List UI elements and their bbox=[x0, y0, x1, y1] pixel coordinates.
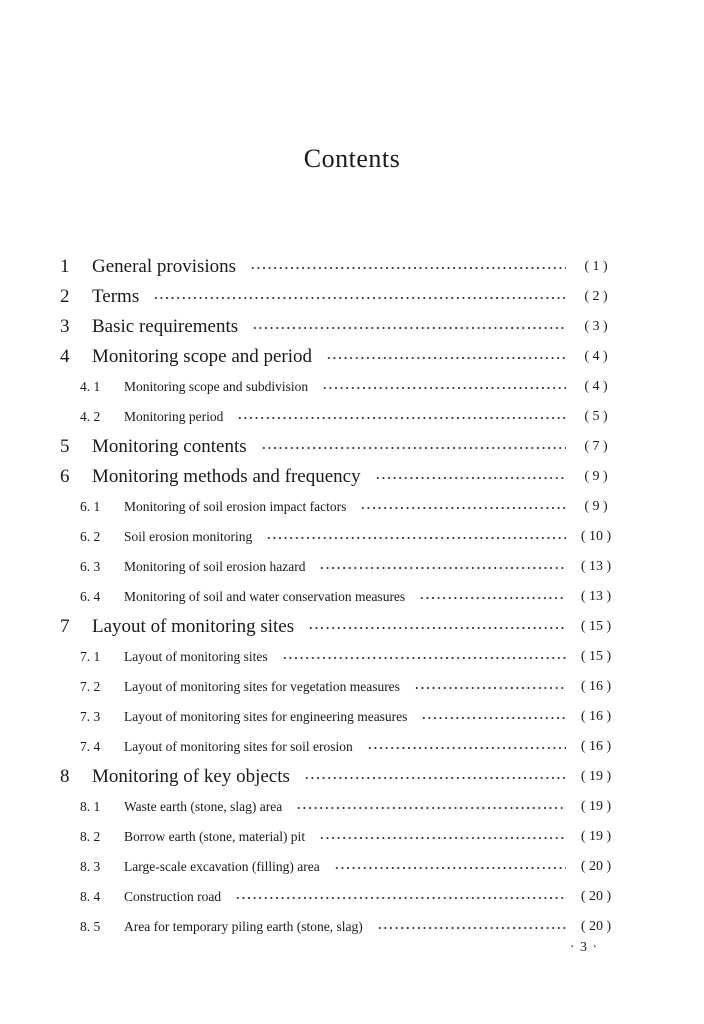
entry-page: ( 4 ) bbox=[584, 379, 608, 394]
page-title: Contents bbox=[303, 144, 401, 173]
entry-title: Soil erosion monitoring bbox=[124, 529, 253, 544]
dot-leader bbox=[421, 715, 566, 721]
dot-leader bbox=[282, 655, 566, 661]
entry-number: 7. 4 bbox=[80, 739, 101, 754]
entry-number: 8. 4 bbox=[80, 889, 101, 904]
entry-title: Borrow earth (stone, material) pit bbox=[124, 829, 306, 844]
entry-page: ( 3 ) bbox=[584, 319, 608, 334]
entry-page: ( 13 ) bbox=[580, 589, 612, 604]
dot-leader bbox=[419, 595, 566, 601]
entry-number: 4. 1 bbox=[80, 379, 101, 394]
dot-leader bbox=[304, 775, 566, 781]
toc-section-entry[interactable] bbox=[0, 402, 704, 432]
toc-chapter-entry[interactable] bbox=[0, 252, 704, 282]
toc-chapter-entry[interactable] bbox=[0, 462, 704, 492]
dot-leader bbox=[326, 355, 566, 361]
entry-number: 8. 1 bbox=[80, 799, 101, 814]
entry-title: Terms bbox=[92, 286, 140, 307]
dot-leader bbox=[334, 865, 566, 871]
dot-leader bbox=[296, 805, 566, 811]
entry-title: Waste earth (stone, slag) area bbox=[124, 799, 283, 814]
toc-section-entry[interactable] bbox=[0, 852, 704, 882]
dot-leader bbox=[252, 325, 566, 331]
toc-section-entry[interactable] bbox=[0, 522, 704, 552]
toc-section-entry[interactable] bbox=[0, 882, 704, 912]
entry-title: Monitoring period bbox=[124, 409, 224, 424]
entry-title: Area for temporary piling earth (stone, slag) bbox=[124, 919, 363, 934]
entry-page: ( 20 ) bbox=[580, 889, 612, 904]
entry-page: ( 1 ) bbox=[584, 259, 608, 274]
dot-leader bbox=[360, 505, 566, 511]
entry-number: 6 bbox=[60, 466, 70, 487]
entry-number: 8. 2 bbox=[80, 829, 101, 844]
entry-number: 6. 2 bbox=[80, 529, 101, 544]
entry-title: Layout of monitoring sites for soil erosion bbox=[124, 739, 353, 754]
entry-number: 4 bbox=[60, 346, 70, 367]
entry-title: Basic requirements bbox=[92, 316, 239, 337]
toc-section-entry[interactable] bbox=[0, 492, 704, 522]
toc-section-entry[interactable] bbox=[0, 642, 704, 672]
entry-title: Layout of monitoring sites for engineering measures bbox=[124, 709, 408, 724]
dot-leader bbox=[322, 385, 566, 391]
dot-leader bbox=[377, 925, 566, 931]
entry-page: ( 15 ) bbox=[580, 649, 612, 664]
page-number: · 3 · bbox=[569, 940, 599, 955]
entry-title: Monitoring of soil and water conservation measures bbox=[124, 589, 406, 604]
dot-leader bbox=[261, 445, 566, 451]
entry-page: ( 7 ) bbox=[584, 439, 608, 454]
toc-section-entry[interactable] bbox=[0, 732, 704, 762]
entry-number: 4. 2 bbox=[80, 409, 101, 424]
entry-number: 6. 4 bbox=[80, 589, 101, 604]
entry-number: 7 bbox=[60, 616, 70, 637]
toc-section-entry[interactable] bbox=[0, 822, 704, 852]
entry-number: 1 bbox=[60, 256, 70, 277]
entry-number: 5 bbox=[60, 436, 70, 457]
entry-page: ( 20 ) bbox=[580, 859, 612, 874]
entry-title: Layout of monitoring sites for vegetation measures bbox=[124, 679, 400, 694]
entry-page: ( 16 ) bbox=[580, 679, 612, 694]
entry-title: Monitoring of soil erosion hazard bbox=[124, 559, 306, 574]
entry-number: 7. 3 bbox=[80, 709, 101, 724]
entry-page: ( 16 ) bbox=[580, 709, 612, 724]
dot-leader bbox=[153, 295, 566, 301]
toc-chapter-entry[interactable] bbox=[0, 432, 704, 462]
toc-section-entry[interactable] bbox=[0, 672, 704, 702]
entry-number: 8. 3 bbox=[80, 859, 101, 874]
dot-leader bbox=[319, 835, 566, 841]
toc-chapter-entry[interactable] bbox=[0, 282, 704, 312]
entry-page: ( 13 ) bbox=[580, 559, 612, 574]
dot-leader bbox=[266, 535, 566, 541]
entry-title: Layout of monitoring sites bbox=[124, 649, 268, 664]
entry-page: ( 16 ) bbox=[580, 739, 612, 754]
entry-page: ( 15 ) bbox=[580, 619, 612, 634]
dot-leader bbox=[235, 895, 566, 901]
entry-page: ( 9 ) bbox=[584, 499, 608, 514]
entry-number: 6. 1 bbox=[80, 499, 101, 514]
dot-leader bbox=[308, 625, 566, 631]
entry-page: ( 5 ) bbox=[584, 409, 608, 424]
dot-leader bbox=[237, 415, 566, 421]
entry-number: 8 bbox=[60, 766, 70, 787]
toc-chapter-entry[interactable] bbox=[0, 612, 704, 642]
entry-title: Monitoring methods and frequency bbox=[92, 466, 361, 487]
entry-title: Monitoring of key objects bbox=[92, 766, 290, 787]
entry-title: Monitoring of soil erosion impact factors bbox=[124, 499, 347, 514]
toc-section-entry[interactable] bbox=[0, 582, 704, 612]
entry-number: 7. 2 bbox=[80, 679, 101, 694]
toc-chapter-entry[interactable] bbox=[0, 342, 704, 372]
entry-number: 7. 1 bbox=[80, 649, 101, 664]
entry-title: Monitoring scope and period bbox=[92, 346, 313, 367]
dot-leader bbox=[250, 265, 566, 271]
entry-number: 3 bbox=[60, 316, 70, 337]
entry-page: ( 2 ) bbox=[584, 289, 608, 304]
dot-leader bbox=[367, 745, 566, 751]
entry-page: ( 9 ) bbox=[584, 469, 608, 484]
entry-page: ( 19 ) bbox=[580, 799, 612, 814]
entry-page: ( 20 ) bbox=[580, 919, 612, 934]
dot-leader bbox=[414, 685, 566, 691]
entry-number: 8. 5 bbox=[80, 919, 101, 934]
entry-title: Monitoring contents bbox=[92, 436, 247, 457]
entry-number: 6. 3 bbox=[80, 559, 101, 574]
toc-section-entry[interactable] bbox=[0, 702, 704, 732]
entry-title: Monitoring scope and subdivision bbox=[124, 379, 309, 394]
entry-number: 2 bbox=[60, 286, 70, 307]
entry-page: ( 19 ) bbox=[580, 829, 612, 844]
toc-chapter-entry[interactable] bbox=[0, 312, 704, 342]
toc-section-entry[interactable] bbox=[0, 792, 704, 822]
entry-title: General provisions bbox=[92, 256, 237, 277]
entry-page: ( 19 ) bbox=[580, 769, 612, 784]
entry-page: ( 10 ) bbox=[580, 529, 612, 544]
toc-section-entry[interactable] bbox=[0, 912, 704, 942]
entry-title: Large-scale excavation (filling) area bbox=[124, 859, 320, 874]
toc-section-entry[interactable] bbox=[0, 372, 704, 402]
dot-leader bbox=[375, 475, 566, 481]
dot-leader bbox=[319, 565, 566, 571]
entry-title: Construction road bbox=[124, 889, 222, 904]
toc-chapter-entry[interactable] bbox=[0, 762, 704, 792]
toc-section-entry[interactable] bbox=[0, 552, 704, 582]
entry-page: ( 4 ) bbox=[584, 349, 608, 364]
entry-title: Layout of monitoring sites bbox=[92, 616, 295, 637]
